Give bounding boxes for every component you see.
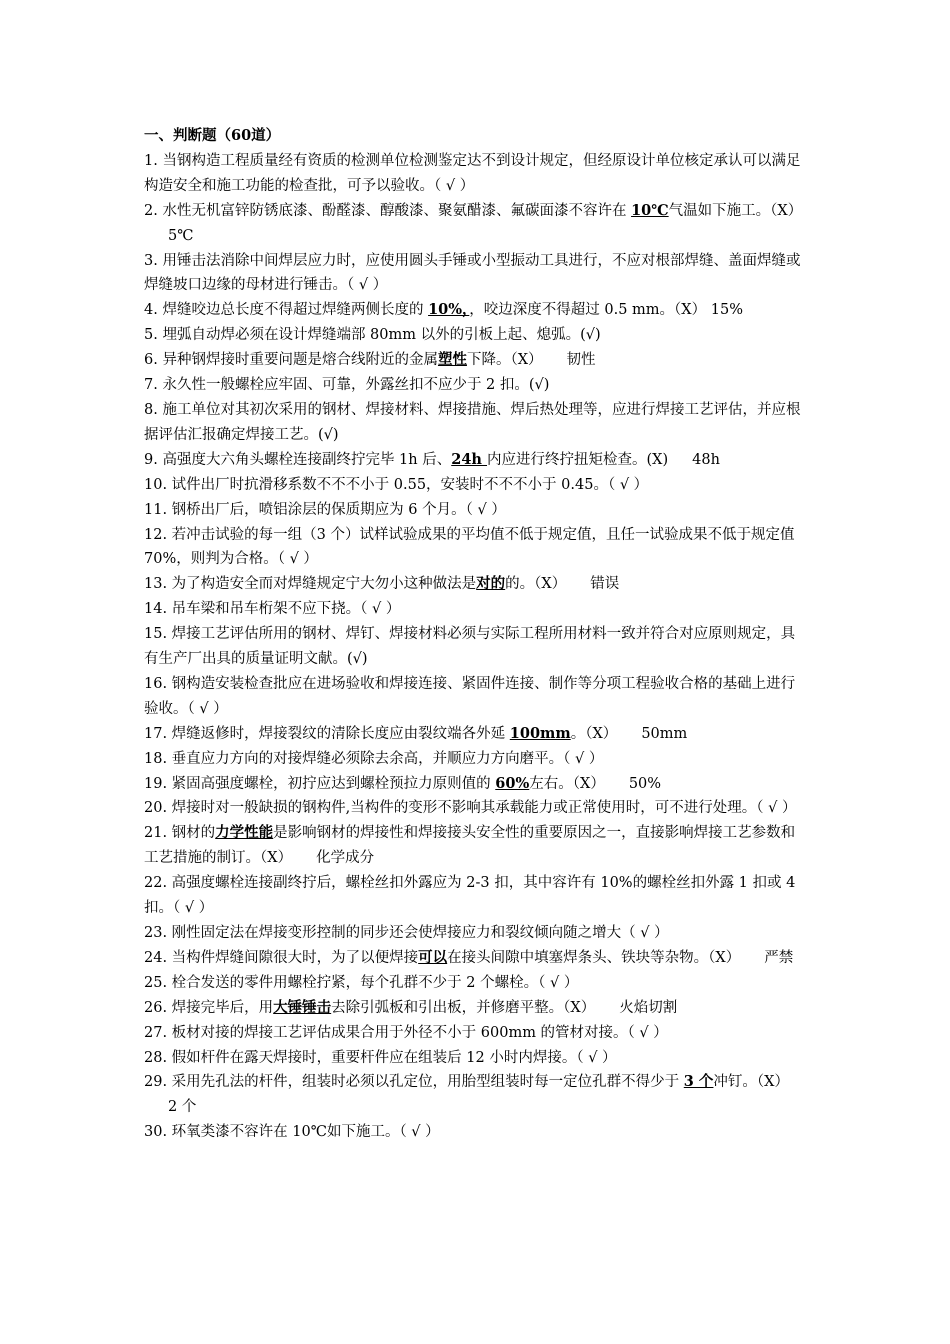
question-text: 11. 钢桥出厂后，喷铝涂层的保质期应为 6 个月。（ √ ） xyxy=(144,501,506,518)
question-text: 13. 为了构造安全而对焊缝规定宁大勿小这种做法是 xyxy=(144,576,477,593)
underlined-term: 24h xyxy=(451,450,488,468)
question-text-tail: 左右。（X） xyxy=(529,775,605,792)
question-text-tail: 气温如下施工。（X） xyxy=(668,202,803,219)
question-text-tail: 是影响钢材的焊接性和焊接接头安全性的重要原因之一，直接影响焊接工艺参数和工艺措施的制订。（X） xyxy=(144,825,796,867)
question-text: 1. 当钢构造工程质量经有资质的检测单位检测鉴定达不到设计规定，但经原设计单位核定承认可以满足构造安全和施工功能的检查批，可予以验收。（ √ ） xyxy=(144,152,801,194)
correction-note: 火焰切割 xyxy=(619,999,678,1016)
correction-note: 50mm xyxy=(641,725,688,742)
question-item xyxy=(144,722,809,747)
correction-note: 韧性 xyxy=(566,352,596,369)
question-item xyxy=(144,348,809,373)
underlined-term: 塑性 xyxy=(437,351,467,369)
question-item xyxy=(144,249,809,299)
question-item xyxy=(144,398,809,448)
question-item xyxy=(144,921,809,946)
correction-note: 5℃ xyxy=(168,227,194,244)
underlined-term: 100mm xyxy=(509,724,571,742)
question-text: 29. 采用先孔法的杆件，组装时必须以孔定位，用胎型组装时每一定位孔群不得少于 xyxy=(144,1074,684,1091)
question-list xyxy=(144,149,809,1145)
question-item xyxy=(144,821,809,871)
question-text-tail: 在接头间隙中填塞焊条头、铁块等杂物。（X） xyxy=(447,949,741,966)
question-text-tail: ，咬边深度不得超过 0.5 mm。（X） 15% xyxy=(469,302,743,319)
question-text-tail: 去除引弧板和引出板，并修磨平整。（X） xyxy=(331,999,596,1016)
question-text: 5. 埋弧自动焊必须在设计焊缝端部 80mm 以外的引板上起、熄弧。(√) xyxy=(144,327,601,344)
question-text: 26. 焊接完毕后，用 xyxy=(144,999,274,1016)
question-item xyxy=(144,871,809,921)
underlined-term: 10℃ xyxy=(631,201,669,219)
question-text-tail: 的。（X） xyxy=(505,576,567,593)
question-text: 19. 紧固高强度螺栓，初拧应达到螺栓预拉力原则值的 xyxy=(144,775,496,792)
correction-note: 2 个 xyxy=(168,1099,197,1116)
underlined-term: 60% xyxy=(495,774,530,792)
question-item xyxy=(144,1120,809,1145)
question-text: 24. 当构件焊缝间隙很大时，为了以便焊接 xyxy=(144,949,419,966)
correction-note: 化学成分 xyxy=(316,850,375,867)
question-text: 12. 若冲击试验的每一组（3 个）试样试验成果的平均值不低于规定值，且任一试验成果不低于规定值 70%，则判为合格。（ √ ） xyxy=(144,526,795,568)
question-item xyxy=(144,149,809,199)
question-text: 7. 永久性一般螺栓应牢固、可靠，外露丝扣不应少于 2 扣。(√) xyxy=(144,377,550,394)
question-text: 8. 施工单位对其初次采用的钢材、焊接材料、焊接措施、焊后热处理等，应进行焊接工艺评估，并应根据评估汇报确定焊接工艺。(√) xyxy=(144,401,801,443)
question-text: 15. 焊接工艺评估所用的钢材、焊钉、焊接材料必须与实际工程所用材料一致并符合对应原则规定，具有生产厂出具的质量证明文献。(√) xyxy=(144,626,796,668)
question-text: 30. 环氧类漆不容许在 10℃如下施工。（ √ ） xyxy=(144,1124,440,1141)
question-text: 23. 刚性固定法在焊接变形控制的同步还会使焊接应力和裂纹倾向随之增大（ √ ） xyxy=(144,925,669,941)
question-text: 3. 用锤击法消除中间焊层应力时，应使用圆头手锤或小型振动工具进行，不应对根部焊缝、盖面焊缝或焊缝坡口边缘的母材进行锤击。（ √ ） xyxy=(144,252,801,294)
question-text: 25. 栓合发送的零件用螺栓拧紧，每个孔群不少于 2 个螺栓。（ √ ） xyxy=(144,974,579,991)
underlined-term: 可以 xyxy=(418,948,448,966)
question-item xyxy=(144,946,809,971)
question-item xyxy=(144,1021,809,1046)
correction-note: 严禁 xyxy=(764,949,794,966)
question-item xyxy=(144,498,809,523)
question-text-tail: 下降。（X） xyxy=(466,352,543,369)
underlined-term: 3 个 xyxy=(683,1073,714,1091)
document-body xyxy=(144,124,809,1145)
question-item xyxy=(144,473,809,498)
question-item xyxy=(144,622,809,672)
question-item xyxy=(144,448,809,473)
question-text-tail: 内应进行终拧扭矩检查。(X) xyxy=(487,451,669,468)
question-item xyxy=(144,796,809,821)
question-text: 14. 吊车梁和吊车桁架不应下挠。（ √ ） xyxy=(144,601,401,618)
correction-note: 50% xyxy=(628,775,662,792)
question-text: 27. 板材对接的焊接工艺评估成果合用于外径不小于 600mm 的管材对接。（ √ ） xyxy=(144,1024,668,1041)
question-text: 18. 垂直应力方向的对接焊缝必须除去余高，并顺应力方向磨平。（ √ ） xyxy=(144,750,604,767)
question-text: 21. 钢材的 xyxy=(144,825,216,842)
question-text-tail: 冲钉。（X） xyxy=(713,1074,789,1091)
question-item xyxy=(144,572,809,597)
section-heading: 一、判断题（60道） xyxy=(144,127,281,144)
question-text: 20. 焊接时对一般缺损的钢构件,当构件的变形不影响其承载能力或正常使用时，可不进行处理。（ √ ） xyxy=(144,800,797,817)
question-text: 4. 焊缝咬边总长度不得超过焊缝两侧长度的 xyxy=(144,302,429,319)
question-item xyxy=(144,597,809,622)
question-text: 22. 高强度螺栓连接副终拧后，螺栓丝扣外露应为 2-3 扣，其中容许有 10%的螺栓丝扣外露 1 扣或 4 扣。（ √ ） xyxy=(144,875,796,917)
question-text: 9. 高强度大六角头螺栓连接副终拧完毕 1h 后、 xyxy=(144,451,452,468)
question-text: 10. 试件出厂时抗滑移系数不不不小于 0.55，安装时不不不小于 0.45。（ √ ） xyxy=(144,476,649,493)
question-item xyxy=(144,199,809,249)
question-text: 16. 钢构造安装检查批应在进场验收和焊接连接、紧固件连接、制作等分项工程验收合格的基础上进行验收。（ √ ） xyxy=(144,675,796,717)
question-item xyxy=(144,523,809,573)
underlined-term: 力学性能 xyxy=(215,824,274,842)
correction-note: 48h xyxy=(692,451,720,468)
correction-note: 错误 xyxy=(590,576,620,593)
underlined-term: 10%， xyxy=(428,301,470,319)
question-item xyxy=(144,747,809,772)
question-item xyxy=(144,996,809,1021)
question-item xyxy=(144,971,809,996)
question-text: 2. 水性无机富锌防锈底漆、酚醛漆、醇酸漆、聚氨醋漆、氟碳面漆不容许在 xyxy=(144,202,632,219)
question-item xyxy=(144,772,809,797)
question-text: 28. 假如杆件在露天焊接时，重要杆件应在组装后 12 小时内焊接。（ √ ） xyxy=(144,1049,617,1066)
underlined-term: 大锤锤击 xyxy=(273,998,332,1016)
underlined-term: 对的 xyxy=(476,575,506,593)
question-text: 6. 异种钢焊接时重要问题是熔合线附近的金属 xyxy=(144,352,438,369)
question-item xyxy=(144,373,809,398)
question-item xyxy=(144,1070,809,1120)
question-item xyxy=(144,672,809,722)
question-text-tail: 。（X） xyxy=(570,725,618,742)
question-item xyxy=(144,298,809,323)
question-item xyxy=(144,1046,809,1071)
question-item xyxy=(144,323,809,348)
question-text: 17. 焊缝返修时，焊接裂纹的清除长度应由裂纹端各外延 xyxy=(144,725,510,742)
